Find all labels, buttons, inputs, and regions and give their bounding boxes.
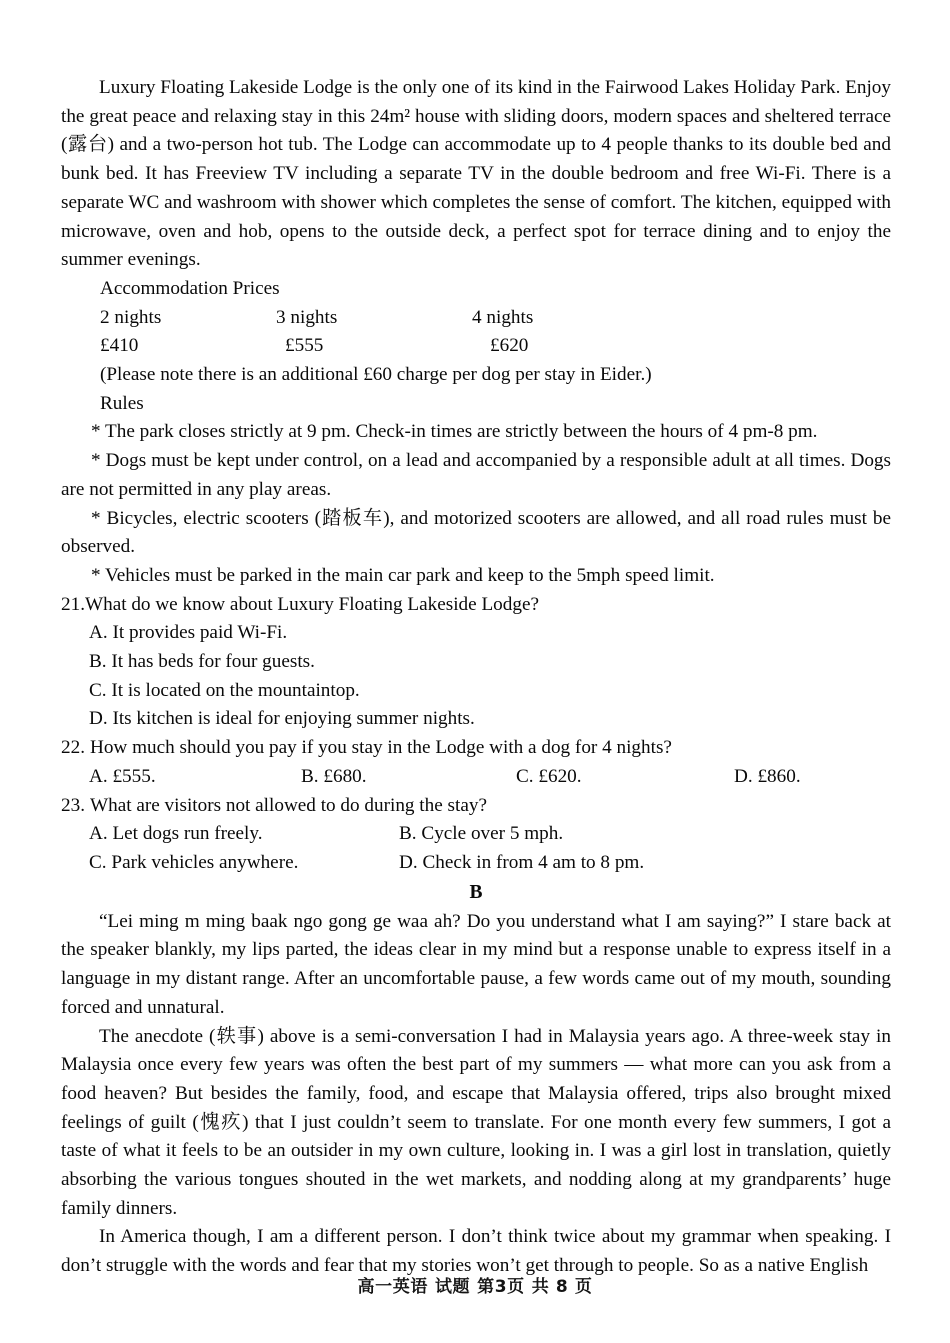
page-content [61,74,891,1281]
page-footer [0,1272,950,1297]
question-22-option-c[interactable]: C. £620. [516,765,582,787]
footer-paper-word: 试题 [434,1277,471,1297]
price-value-2-nights: £410 [100,335,139,357]
question-23-option-d[interactable]: D. Check in from 4 am to 8 pm. [399,851,645,873]
question-22-option-d[interactable]: D. £860. [734,765,801,787]
passage-b-paragraph-1: “Lei ming m ming baak ngo gong ge waa ah? Do you understand what I am saying?” I stare back at the speaker blankly, my lips parted, the ideas clear in my mind but a response unable to express itself in a language in my distant range. After an uncomfortable pause, a few words came out of my mouth, sounding forced and unnatural. [61,910,891,1018]
rule-item-2: * Dogs must be kept under control, on a lead and accompanied by a responsible adult at all times. Dogs are not permitted in any play areas. [61,450,891,500]
price-table-value-row [61,332,891,361]
rule-item-4: * Vehicles must be parked in the main car park and keep to the 5mph speed limit. [91,564,715,586]
question-23-option-b[interactable]: B. Cycle over 5 mph. [399,823,564,845]
question-22-number: 22. [61,737,85,759]
footer-subject: 高一英语 [357,1277,428,1297]
question-21-option-b[interactable]: B. It has beds for four guests. [89,651,315,673]
question-21-option-c[interactable]: C. It is located on the mountaintop. [89,679,360,701]
question-21-option-a[interactable]: A. It provides paid Wi-Fi. [89,622,288,644]
rules-heading: Rules [100,392,144,414]
rule-item-1: * The park closes strictly at 9 pm. Check-in times are strictly between the hours of 4 pm-8 pm. [91,421,818,443]
price-value-4-nights: £620 [490,335,529,357]
price-header-4-nights: 4 nights [472,306,534,328]
question-21-stem [61,591,891,620]
question-21-text: What do we know about Luxury Floating Lakeside Lodge? [84,593,539,615]
passage-b-paragraph-2: The anecdote (轶事) above is a semi-conversation I had in Malaysia years ago. A three-week stay in Malaysia once every few years was often the best part of my summers — what more can you ask from a food heaven? But besides the family, food, and escape that Malaysia offered, trips also brought mixed feelings of guilt (愧疚) that I just couldn’t seem to translate. For one month every few summers, I got a taste of what it feels to be an outsider in my own culture, looking in. I was a girl lost in translation, quietly absorbing the various tongues shouted in the wet markets, and nodding along at my grandparents’ huge family dinners. [61,1025,891,1219]
question-22-option-a[interactable]: A. £555. [89,765,156,787]
price-header-2-nights: 2 nights [100,306,162,328]
accommodation-prices-heading: Accommodation Prices [100,277,280,299]
question-22-stem [61,734,891,763]
question-22-text: How much should you pay if you stay in the Lodge with a dog for 4 nights? [89,737,672,759]
question-23-options-row-2 [61,849,891,878]
price-header-3-nights: 3 nights [276,306,338,328]
section-b-letter: B [469,881,483,903]
footer-page-total: 共 8 页 [531,1277,593,1297]
passage-b-paragraph-3: In America though, I am a different person. I don’t think twice about my grammar when speaking. I don’t struggle with the words and fear that my stories won’t get through to people. So as a native English [61,1226,891,1277]
question-21-option-d[interactable]: D. Its kitchen is ideal for enjoying summer nights. [89,708,475,730]
price-value-3-nights: £555 [285,335,324,357]
question-22-option-b[interactable]: B. £680. [301,765,367,787]
rule-item-3: * Bicycles, electric scooters (踏板车), and motorized scooters are allowed, and all road rules must be observed. [61,507,891,558]
question-23-option-a[interactable]: A. Let dogs run freely. [89,823,263,845]
footer-page-current: 第3页 [477,1277,525,1297]
question-23-text: What are visitors not allowed to do during the stay? [89,794,487,816]
question-23-number: 23. [61,794,85,816]
question-23-options-row-1 [61,820,891,849]
question-23-stem [61,792,891,821]
question-23-option-c[interactable]: C. Park vehicles anywhere. [89,851,299,873]
prices-dog-charge-note: (Please note there is an additional £60 charge per dog per stay in Eider.) [100,364,652,386]
price-table-header-row [61,304,891,333]
passage-a-paragraph-1: Luxury Floating Lakeside Lodge is the only one of its kind in the Fairwood Lakes Holiday Park. Enjoy the great peace and relaxing stay in this 24m² house with sliding doors, modern spaces and sheltered terrace (露台) and a two-person hot tub. The Lodge can accommodate up to 4 people thanks to its double bed and bunk bed. It has Freeview TV including a separate TV in the double bedroom and free Wi-Fi. There is a separate WC and washroom with shower which completes the sense of comfort. The kitchen, equipped with microwave, oven and hob, opens to the outside deck, a perfect spot for terrace dining and to enjoy the summer evenings. [61,77,891,271]
question-22-options-row [61,763,891,792]
question-21-number: 21. [61,593,85,615]
